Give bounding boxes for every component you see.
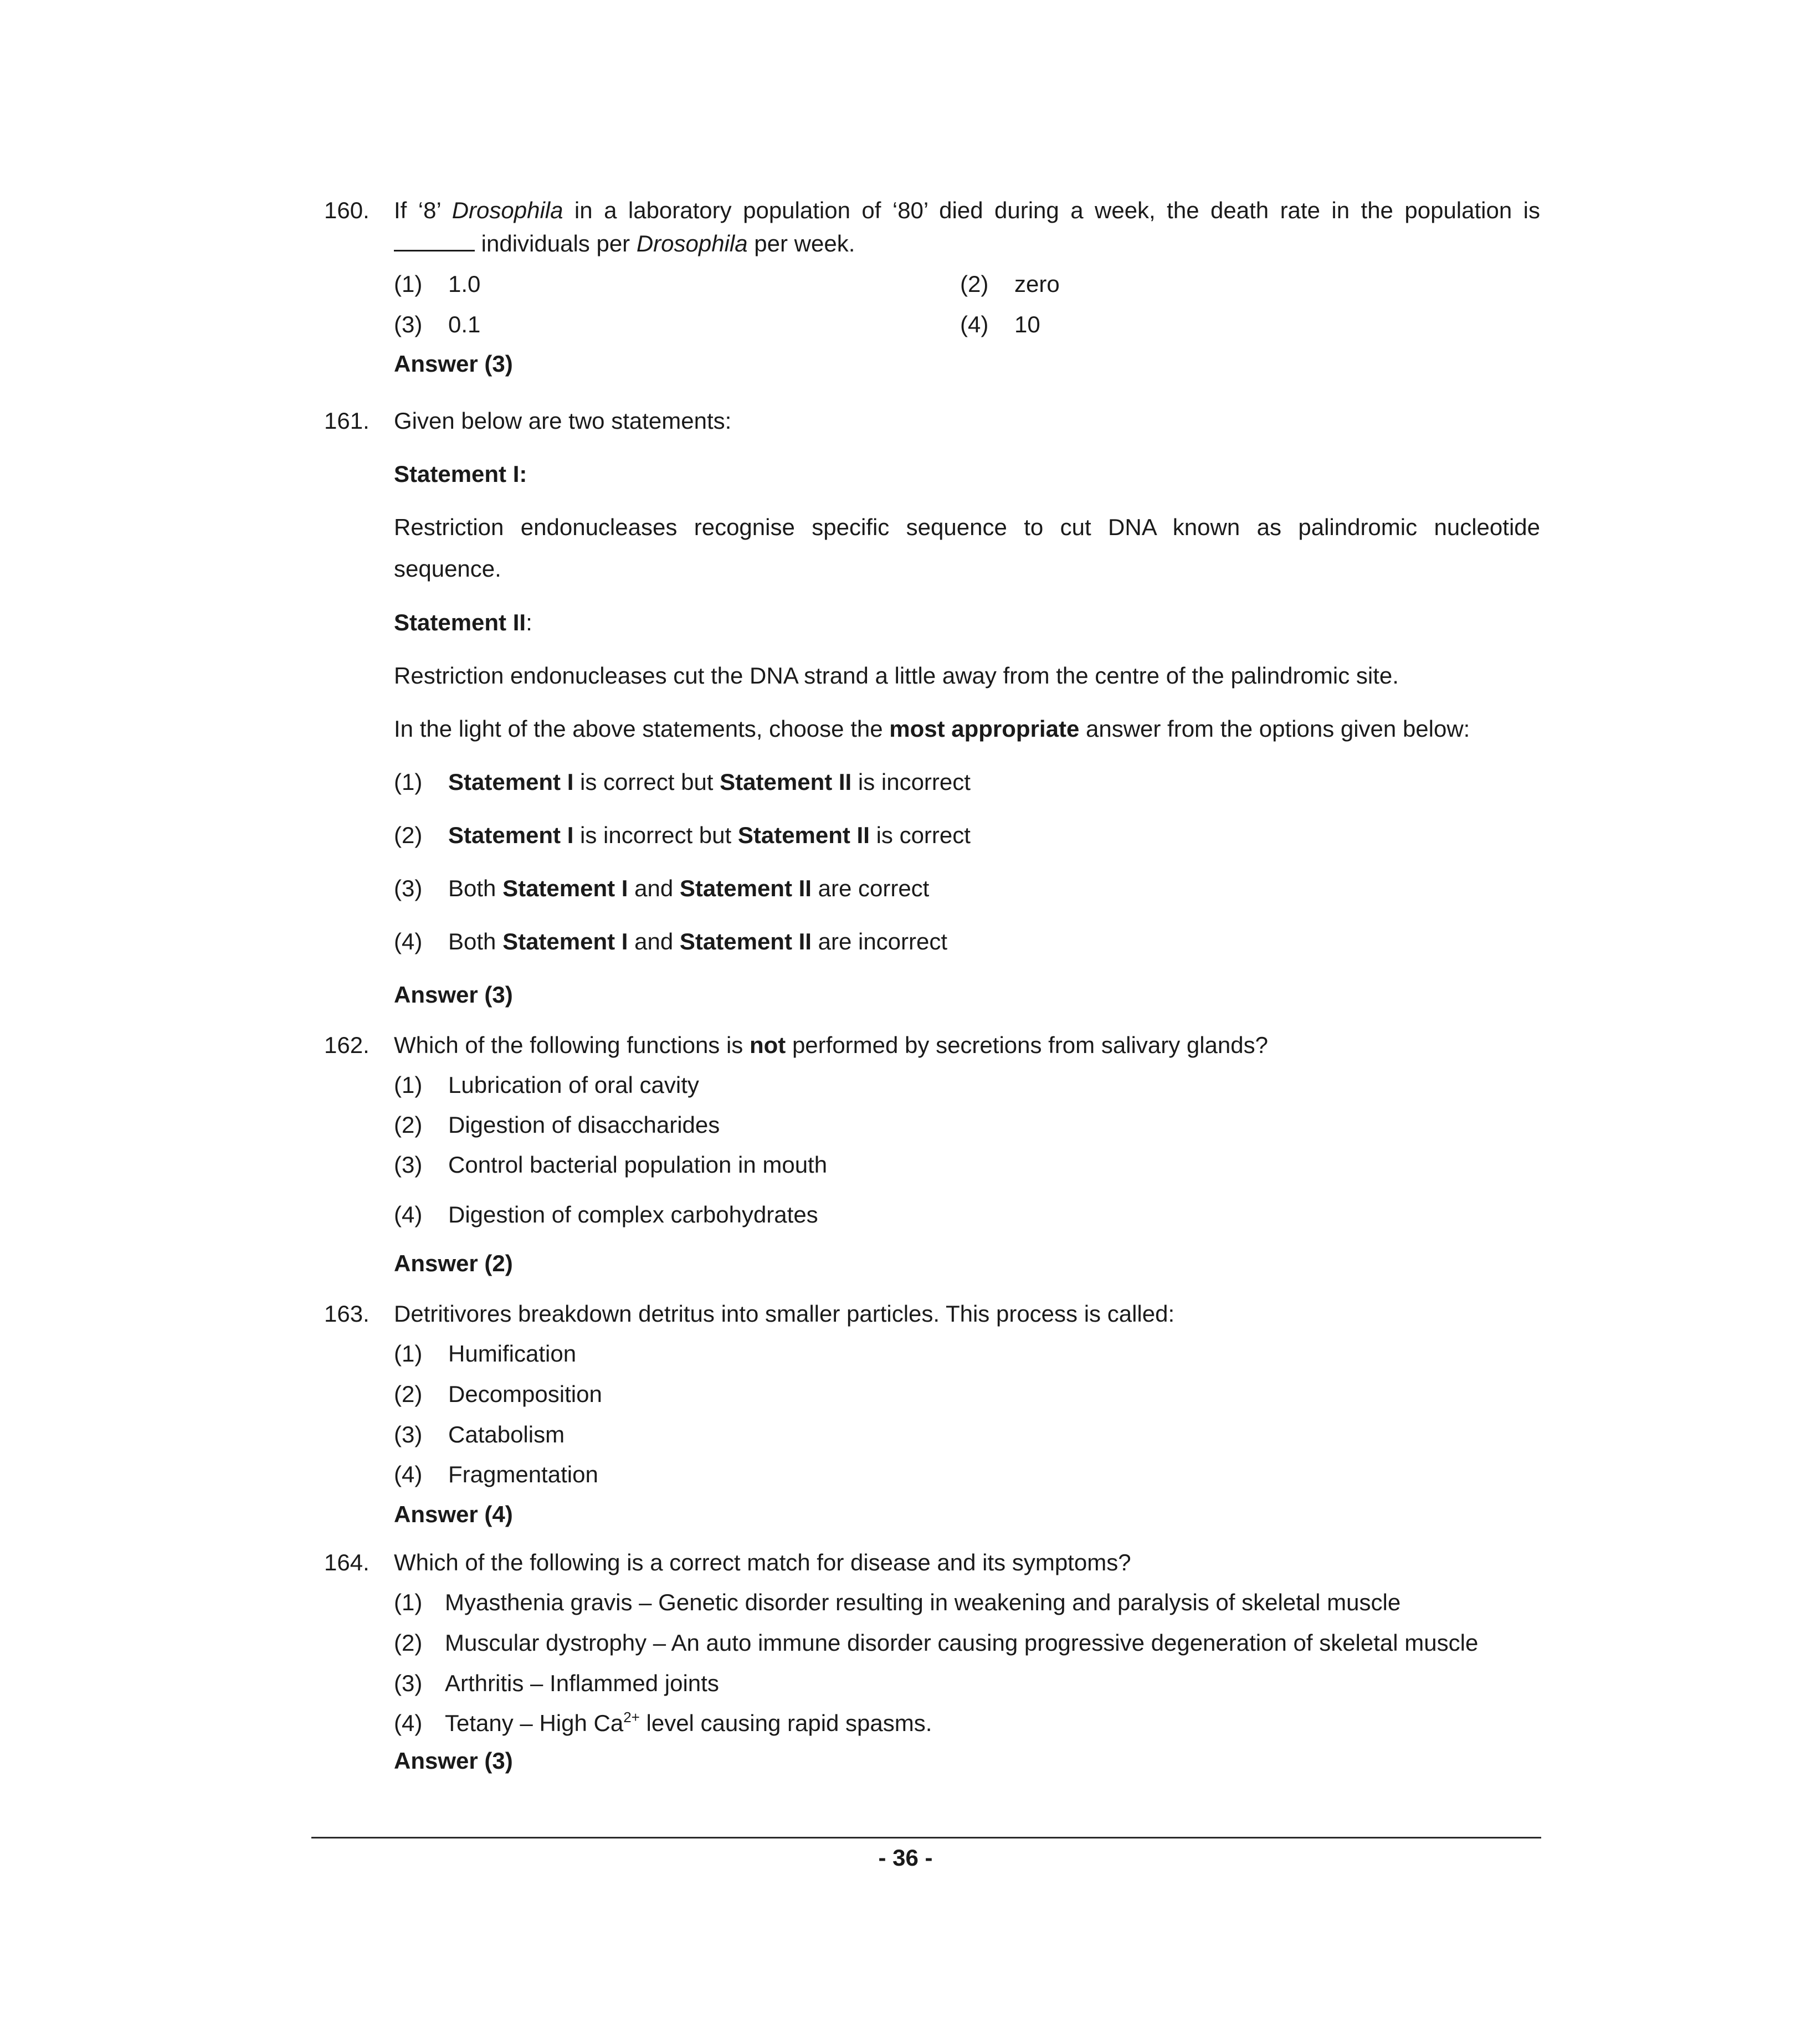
option-3: (3) Catabolism	[394, 1421, 565, 1447]
option-4: (4) Digestion of complex carbohydrates	[394, 1201, 818, 1228]
statement-2-text: Restriction endonucleases cut the DNA strand a little away from the centre of the palindromic site.	[394, 662, 1399, 689]
option-4: (4) Fragmentation	[394, 1461, 598, 1487]
question-body	[394, 1549, 1540, 1787]
option-1: (1) Humification	[394, 1341, 577, 1367]
statement-2-label: Statement II:	[394, 609, 532, 635]
option-4: (4) Tetany – High $Ca^{2+}$ level causing rapid spasms.	[394, 1709, 932, 1736]
question-number: 164.	[324, 1549, 370, 1575]
option-3: (3) 0.1	[394, 311, 481, 337]
option-4: (4) Both Statement I and Statement II are incorrect	[394, 928, 948, 954]
question-text: Detritivores breakdown detritus into smaller particles. This process is called:	[394, 1301, 1175, 1327]
option-4: (4) 10	[960, 311, 1040, 337]
answer-label: Answer (4)	[394, 1501, 513, 1527]
question-text-line-2: individuals per Drosophila per week.	[394, 230, 1540, 258]
answer-label: Answer (2)	[394, 1250, 513, 1276]
option-2: (2) zero	[960, 271, 1060, 297]
question-number: 162.	[324, 1032, 370, 1058]
question-number: 161.	[324, 408, 370, 434]
answer-label: Answer (3)	[394, 1748, 513, 1774]
question-163	[324, 1300, 1540, 1533]
option-3: (3) Control bacterial population in mouth	[394, 1152, 828, 1178]
question-body	[394, 197, 1540, 385]
page-number: - 36 -	[878, 1845, 933, 1871]
option-1: (1) Myasthenia gravis – Genetic disorder resulting in weakening and paralysis of skeletal muscle	[394, 1589, 1401, 1615]
question-body	[394, 407, 1540, 1016]
question-164	[324, 1549, 1540, 1787]
answer-label: Answer (3)	[394, 982, 513, 1008]
option-1: (1) Lubrication of oral cavity	[394, 1072, 699, 1098]
footer-divider	[311, 1837, 1541, 1838]
answer-blank	[394, 232, 475, 251]
question-text-line-1: If ‘8’ Drosophila in a laboratory population of ‘80’ died during a week, the death rate in the population is	[394, 197, 1540, 223]
question-text: Which of the following functions is not performed by secretions from salivary glands?	[394, 1032, 1268, 1058]
statement-1-text-line-1: Restriction endonucleases recognise specific sequence to cut DNA known as palindromic nucleotide	[394, 514, 1540, 540]
question-intro: Given below are two statements:	[394, 408, 732, 434]
question-number: 163.	[324, 1301, 370, 1327]
superscript-charge: 2+	[623, 1709, 640, 1725]
option-3: (3) Both Statement I and Statement II are correct	[394, 875, 930, 901]
option-2: (2) Decomposition	[394, 1381, 602, 1407]
question-body	[394, 1300, 1540, 1533]
option-2: (2) Muscular dystrophy – An auto immune disorder causing progressive degeneration of skeletal muscle	[394, 1630, 1479, 1656]
option-1: (1) 1.0	[394, 271, 481, 297]
question-text: Which of the following is a correct match for disease and its symptoms?	[394, 1549, 1131, 1575]
question-162	[324, 1031, 1540, 1286]
question-160	[324, 197, 1540, 385]
option-2: (2) Statement I is incorrect but Statement II is correct	[394, 822, 971, 848]
statement-1-text-line-2: sequence.	[394, 556, 501, 582]
option-2: (2) Digestion of disaccharides	[394, 1112, 720, 1138]
option-3: (3) Arthritis – Inflammed joints	[394, 1670, 719, 1696]
question-body	[394, 1031, 1540, 1286]
statement-1-label: Statement I:	[394, 461, 527, 487]
option-1: (1) Statement I is correct but Statement II is incorrect	[394, 769, 971, 795]
question-161	[324, 407, 1540, 1016]
question-prompt: In the light of the above statements, choose the most appropriate answer from the options given below:	[394, 716, 1470, 742]
question-number: 160.	[324, 197, 370, 223]
answer-label: Answer (3)	[394, 351, 513, 377]
